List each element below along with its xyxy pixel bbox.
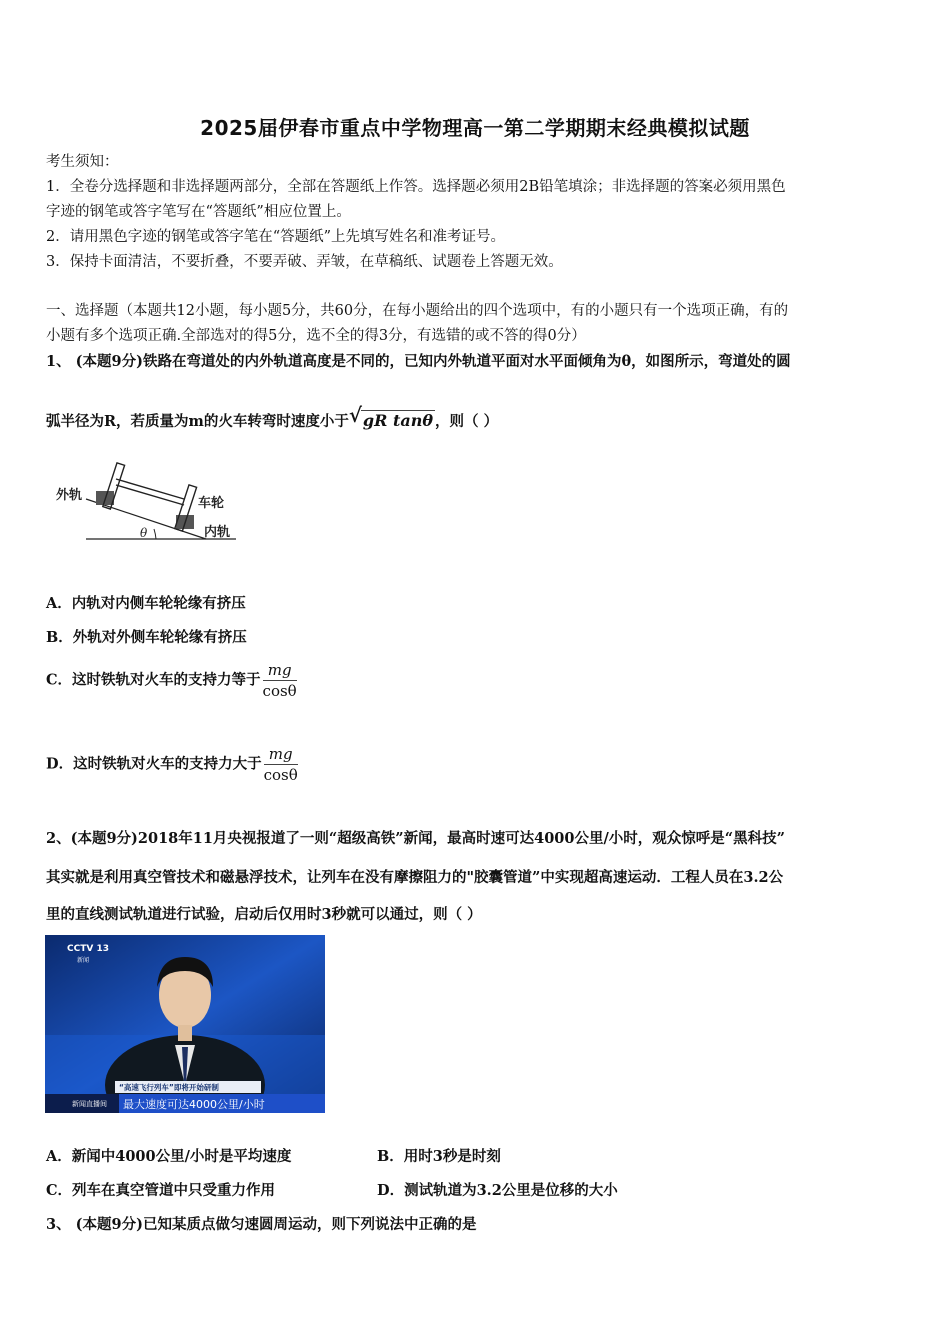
fraction-mg-cos — [263, 660, 297, 701]
sqrt-expression: √ gR tanθ — [348, 403, 434, 430]
q1-stem-line1: 1、 (本题9分)铁路在弯道处的内外轨道高度是不同的，已知内外轨道平面对水平面倾角为θ，如图所示，弯道处的圆 — [46, 353, 791, 370]
notice-item-1-cont: 字迹的钢笔或答字笔写在“答题纸”相应位置上。 — [46, 204, 351, 220]
label-wheel: 车轮 — [198, 496, 225, 511]
label-inner-rail: 内轨 — [204, 525, 231, 540]
q1-stem-line2 — [46, 403, 906, 437]
label-angle: θ — [140, 526, 148, 540]
fraction-mg-cos — [264, 744, 298, 785]
curve-track-figure — [56, 455, 256, 545]
fraction-numerator: mg — [263, 660, 297, 681]
q2-option-b: B．用时3秒是时刻 — [377, 1148, 501, 1165]
q2-stem-line3: 里的直线测试轨道进行试验，启动后仅用时3秒就可以通过，则（ ） — [46, 906, 482, 923]
q2-option-d: D．测试轨道为3.2公里是位移的大小 — [377, 1182, 618, 1199]
q2-option-c: C．列车在真空管道中只受重力作用 — [46, 1182, 276, 1199]
fraction-denominator: cosθ — [262, 682, 297, 700]
fraction-numerator: mg — [264, 744, 298, 765]
label-outer-rail: 外轨 — [56, 488, 83, 503]
q1-option-d-text: D．这时铁轨对火车的支持力大于 — [46, 755, 262, 773]
banner-program-name: 新闻直播间 — [72, 1100, 107, 1108]
fraction-denominator: cosθ — [263, 766, 298, 784]
notice-item-3: 3．保持卡面清洁，不要折叠，不要弄破、弄皱，在草稿纸、试题卷上答题无效。 — [46, 254, 563, 270]
page-title: 2025届伊春市重点中学物理高一第二学期期末经典模拟试题 — [200, 116, 750, 140]
q3-stem-line1: 3、 (本题9分)已知某质点做匀速圆周运动，则下列说法中正确的是 — [46, 1216, 477, 1233]
banner-top-text: “高速飞行列车”即将开始研制 — [119, 1083, 219, 1092]
notice-item-2: 2．请用黑色字迹的钢笔或答字笔在“答题纸”上先填写姓名和准考证号。 — [46, 229, 506, 245]
q1-option-c-text: C．这时铁轨对火车的支持力等于 — [46, 671, 261, 689]
sqrt-argument: gR tanθ — [362, 411, 434, 430]
notice-heading: 考生须知： — [46, 154, 119, 170]
q2-stem-line2: 其实就是利用真空管技术和磁悬浮技术，让列车在没有摩擦阻力的"胶囊管道”中实现超高速运动．工程人员在3.2公 — [46, 869, 784, 886]
q1-option-b: B．外轨对外侧车轮轮缘有挤压 — [46, 629, 247, 646]
channel-logo: CCTV 13 — [67, 944, 109, 954]
q1-stem-line2-pre: 弧半径为R，若质量为m的火车转弯时速度小于 — [46, 413, 349, 430]
notice-item-1: 1．全卷分选择题和非选择题两部分，全部在答题纸上作答。选择题必须用2B铅笔填涂；非选择题的答案必须用黑色 — [46, 179, 786, 195]
news-broadcast-image — [45, 935, 325, 1113]
q2-stem-line1: 2、(本题9分)2018年11月央视报道了一则“超级高铁”新闻，最高时速可达4000公里/小时，观众惊呼是“黑科技” — [46, 830, 785, 847]
q1-option-d — [46, 744, 906, 785]
section-heading-line1: 一、选择题（本题共12小题，每小题5分，共60分，在每小题给出的四个选项中，有的小题只有一个选项正确，有的 — [46, 303, 789, 319]
q1-option-a: A．内轨对内侧车轮轮缘有挤压 — [46, 595, 246, 612]
q1-option-c — [46, 660, 906, 701]
q2-option-a: A．新闻中4000公里/小时是平均速度 — [46, 1148, 292, 1165]
q1-stem-line2-post: ，则（ ） — [435, 413, 499, 430]
channel-subtitle: 新闻 — [77, 957, 90, 964]
section-heading-line2: 小题有多个选项正确.全部选对的得5分，选不全的得3分，有选错的或不答的得0分） — [46, 328, 586, 344]
banner-headline: 最大速度可达4000公里/小时 — [123, 1098, 265, 1111]
